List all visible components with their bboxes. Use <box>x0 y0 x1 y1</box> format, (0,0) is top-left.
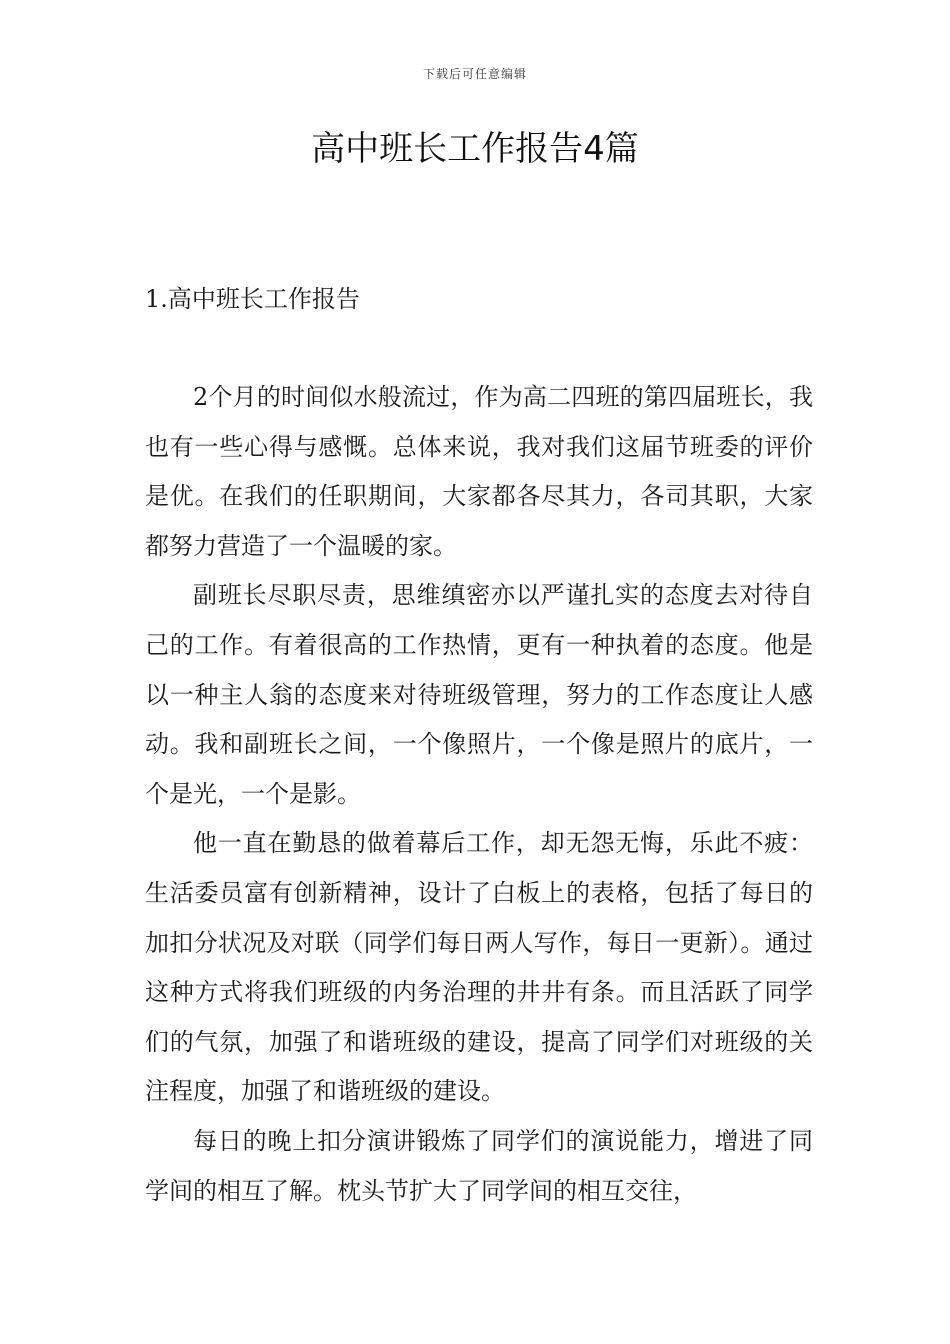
paragraph: 2个月的时间似水般流过，作为高二四班的第四届班长，我也有一些心得与感慨。总体来说，我对我们这届节班委的评价是优。在我们的任职期间，大家都各尽其力，各司其职，大家都努力营造了一个温暖的家。 <box>145 383 813 560</box>
paragraph: 副班长尽职尽责，思维缜密亦以严谨扎实的态度去对待自己的工作。有着很高的工作热情，更有一种执着的态度。他是以一种主人翁的态度来对待班级管理，努力的工作态度让人感动。我和副班长之间，一个像照片，一个像是照片的底片，一个是光，一个是影。 <box>145 581 813 808</box>
header-note: 下载后可任意编辑 <box>422 67 527 81</box>
section-heading: 1.高中班长工作报告 <box>145 285 360 313</box>
paragraph: 他一直在勤恳的做着幕后工作，却无怨无悔，乐此不疲：生活委员富有创新精神，设计了白板上的表格，包括了每日的加扣分状况及对联（同学们每日两人写作，每日一更新）。通过这种方式将我们班级的内务治理的井井有条。而且活跃了同学们的气氛，加强了和谐班级的建设，提高了同学们对班级的关注程度，加强了和谐班级的建设。 <box>145 829 813 1106</box>
document-body <box>145 373 813 1216</box>
paragraph: 每日的晚上扣分演讲锻炼了同学们的演说能力，增进了同学间的相互了解。枕头节扩大了同学间的相互交往， <box>145 1126 813 1205</box>
document-title: 高中班长工作报告4篇 <box>311 129 639 169</box>
